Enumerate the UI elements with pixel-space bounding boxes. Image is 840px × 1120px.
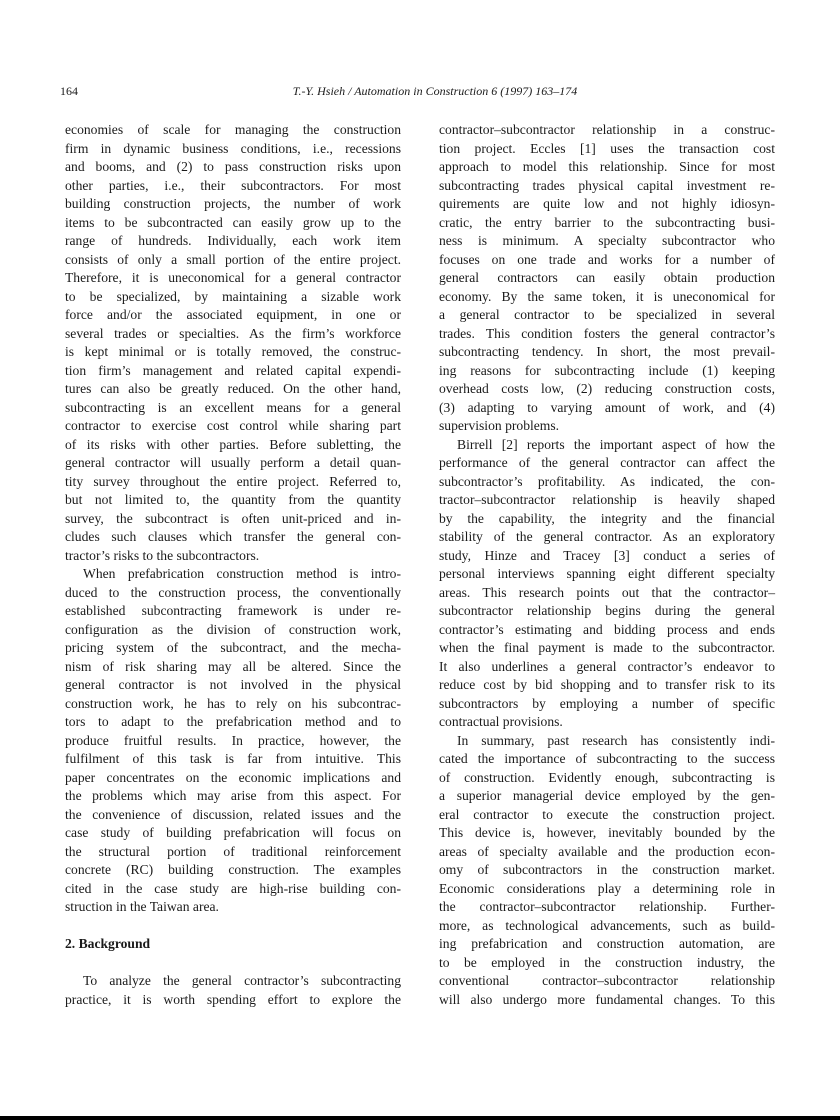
- text-line: more, as technological advancements, such as build-: [439, 917, 775, 933]
- text-line: performance of the general contractor can affect the: [439, 455, 775, 470]
- text-line: supervision problems.: [439, 418, 560, 433]
- text-line: the contractor–subcontractor relationship. Further-: [439, 899, 775, 914]
- text-line: subcontracting tendency. In short, the most prevail-: [439, 344, 775, 359]
- paragraph: [65, 972, 401, 1009]
- text-line: cludes such clauses which transfer the general con-: [65, 529, 401, 544]
- text-line: personal interviews spanning eight different specialty: [439, 566, 775, 581]
- text-line: subcontracting trades physical capital investment re-: [439, 177, 775, 193]
- text-line: conventional contractor–subcontractor relationship: [439, 973, 775, 988]
- text-line: when the final payment is made to the subcontractor.: [439, 640, 775, 655]
- text-line: cited in the case study are high-rise building con-: [65, 880, 401, 896]
- page-number: 164: [60, 84, 78, 98]
- text-line: nism of risk sharing may all be altered. Since the: [65, 658, 401, 674]
- text-line: ness is minimum. A specialty subcontractor who: [439, 233, 775, 248]
- text-line: other parties, i.e., their subcontractors. For most: [65, 177, 401, 193]
- text-line: items to be subcontracted can easily grow up to the: [65, 214, 401, 230]
- text-line: to be employed in the construction industry, the: [439, 954, 775, 970]
- text-line: cratic, the entry barrier to the subcontracting busi-: [439, 214, 775, 230]
- text-line: focuses on one trade and works for a number of: [439, 251, 775, 267]
- paragraph: [439, 121, 775, 436]
- text-line: Economic considerations play a determining role in: [439, 880, 775, 896]
- text-line: omy of subcontractors in the construction market.: [439, 862, 775, 877]
- text-line: contractor’s estimating and bidding process and ends: [439, 621, 775, 637]
- text-line: tors to adapt to the prefabrication method and to: [65, 714, 401, 729]
- text-line: building construction projects, the number of work: [65, 196, 401, 211]
- text-line: subcontractor’s profitability. As indicated, the con-: [439, 473, 775, 489]
- paragraph: [439, 436, 775, 732]
- text-line: areas of specialty available and the production econ-: [439, 843, 775, 859]
- text-line: Therefore, it is uneconomical for a general contractor: [65, 270, 401, 285]
- text-line: force and/or the associated equipment, in one or: [65, 307, 401, 322]
- text-line: the problems which may arise from this aspect. For: [65, 788, 401, 803]
- text-line: fulfilment of this task is far from intuitive. This: [65, 751, 401, 766]
- text-line: approach to model this relationship. Since for most: [439, 159, 775, 174]
- text-line: To analyze the general contractor’s subcontracting: [83, 973, 401, 988]
- text-line: practice, it is worth spending effort to explore the: [65, 991, 401, 1007]
- text-line: tractor–subcontractor relationship is heavily shaped: [439, 492, 775, 507]
- running-title: T.-Y. Hsieh / Automation in Construction 6 (1997) 163–174: [292, 84, 578, 98]
- text-line: trades. This condition fosters the general contractor’s: [439, 325, 775, 341]
- text-line: consists of only a small portion of the entire project.: [65, 251, 401, 267]
- text-line: When prefabrication construction method is intro-: [83, 566, 401, 581]
- text-line: of its risks with other parties. Before subletting, the: [65, 436, 401, 452]
- text-line: pricing system of the subcontract, and the mecha-: [65, 640, 401, 655]
- text-line: quirements are quite low and not highly idiosyn-: [439, 196, 775, 211]
- text-line: subcontracting is an excellent means for a general: [65, 399, 401, 415]
- text-line: reduce cost by bid shopping and to transfer risk to its: [439, 677, 775, 692]
- text-line: It also underlines a general contractor’s endeavor to: [439, 658, 775, 674]
- text-line: contractor to exercise cost control while sharing part: [65, 418, 401, 433]
- text-line: This device is, however, inevitably bounded by the: [439, 825, 775, 840]
- section-heading: 2. Background: [65, 936, 151, 951]
- text-line: and booms, and (2) to pass construction risks upon: [65, 159, 401, 174]
- text-line: several trades or specialties. As the firm’s workforce: [65, 325, 401, 341]
- text-line: a superior managerial device employed by the gen-: [439, 788, 775, 803]
- text-line: stability of the general contractor. As an exploratory: [439, 529, 775, 544]
- bottom-border: [0, 1116, 840, 1120]
- text-line: the convenience of discussion, related issues and the: [65, 806, 401, 822]
- text-line: established subcontracting framework is under re-: [65, 603, 401, 618]
- text-line: the structural portion of traditional reinforcement: [65, 843, 401, 859]
- text-line: tures can also be greatly reduced. On the other hand,: [65, 381, 401, 396]
- text-line: ing reasons for subcontracting include (1) keeping: [439, 362, 775, 378]
- text-line: case study of building prefabrication will focus on: [65, 825, 401, 840]
- left-column: [65, 121, 401, 1009]
- text-line: economy. By the same token, it is uneconomical for: [439, 288, 775, 304]
- text-line: overhead costs low, (2) reducing construction costs,: [439, 381, 775, 396]
- text-line: of construction. Evidently enough, subcontracting is: [439, 769, 775, 785]
- text-line: eral contractor to execute the construction project.: [439, 806, 775, 822]
- text-line: economies of scale for managing the construction: [65, 122, 401, 137]
- text-line: In summary, past research has consistently indi-: [457, 732, 775, 748]
- text-line: by the capability, the integrity and the financial: [439, 510, 775, 526]
- text-line: construction work, he has to rely on his subcontrac-: [65, 695, 401, 711]
- text-line: produce fruitful results. In practice, however, the: [65, 732, 401, 748]
- text-line: survey, the subcontract is often unit-priced and in-: [65, 510, 401, 526]
- text-line: to be specialized, by maintaining a sizable work: [65, 288, 401, 304]
- paragraph: [439, 732, 775, 1010]
- text-line: paper concentrates on the economic implications and: [65, 769, 401, 785]
- text-line: general contractors can easily obtain production: [439, 270, 775, 285]
- text-line: is kept minimal or is totally removed, the construc-: [65, 344, 401, 359]
- text-line: contractual provisions.: [439, 714, 563, 729]
- text-line: cated the importance of subcontracting to the success: [439, 751, 775, 766]
- text-line: Birrell [2] reports the important aspect of how the: [457, 436, 775, 452]
- text-line: concrete (RC) building construction. The examples: [65, 862, 401, 877]
- text-line: study, Hinze and Tracey [3] conduct a series of: [439, 547, 775, 563]
- text-line: ing prefabrication and construction automation, are: [439, 936, 775, 951]
- text-line: contractor–subcontractor relationship in a construc-: [439, 122, 775, 137]
- text-line: areas. This research points out that the contractor–: [439, 584, 775, 600]
- text-line: tion project. Eccles [1] uses the transaction cost: [439, 140, 775, 156]
- text-line: struction in the Taiwan area.: [65, 899, 219, 914]
- text-line: subcontractor relationship begins during the general: [439, 603, 775, 618]
- text-line: but not limited to, the quantity from the quantity: [65, 492, 401, 507]
- text-line: tity survey throughout the entire project. Referred to,: [65, 473, 401, 489]
- text-line: (3) adapting to varying amount of work, and (4): [439, 399, 775, 415]
- text-line: general contractor will usually perform a detail quan-: [65, 455, 401, 470]
- text-line: a general contractor to be specialized in several: [439, 307, 775, 322]
- paragraph: [65, 565, 401, 917]
- paragraph: [65, 121, 401, 565]
- text-line: tractor’s risks to the subcontractors.: [65, 547, 260, 563]
- text-line: firm in dynamic business conditions, i.e., recessions: [65, 140, 401, 156]
- text-line: range of hundreds. Individually, each work item: [65, 233, 401, 248]
- text-line: general contractor is not involved in the physical: [65, 677, 401, 692]
- text-line: configuration as the division of construction work,: [65, 621, 401, 637]
- text-line: tion firm’s management and related capital expendi-: [65, 362, 401, 378]
- text-line: subcontractors by employing a number of specific: [439, 695, 775, 711]
- text-line: duced to the construction process, the conventionally: [65, 584, 401, 600]
- right-column: [439, 121, 775, 1009]
- text-line: will also undergo more fundamental changes. To this: [439, 991, 775, 1007]
